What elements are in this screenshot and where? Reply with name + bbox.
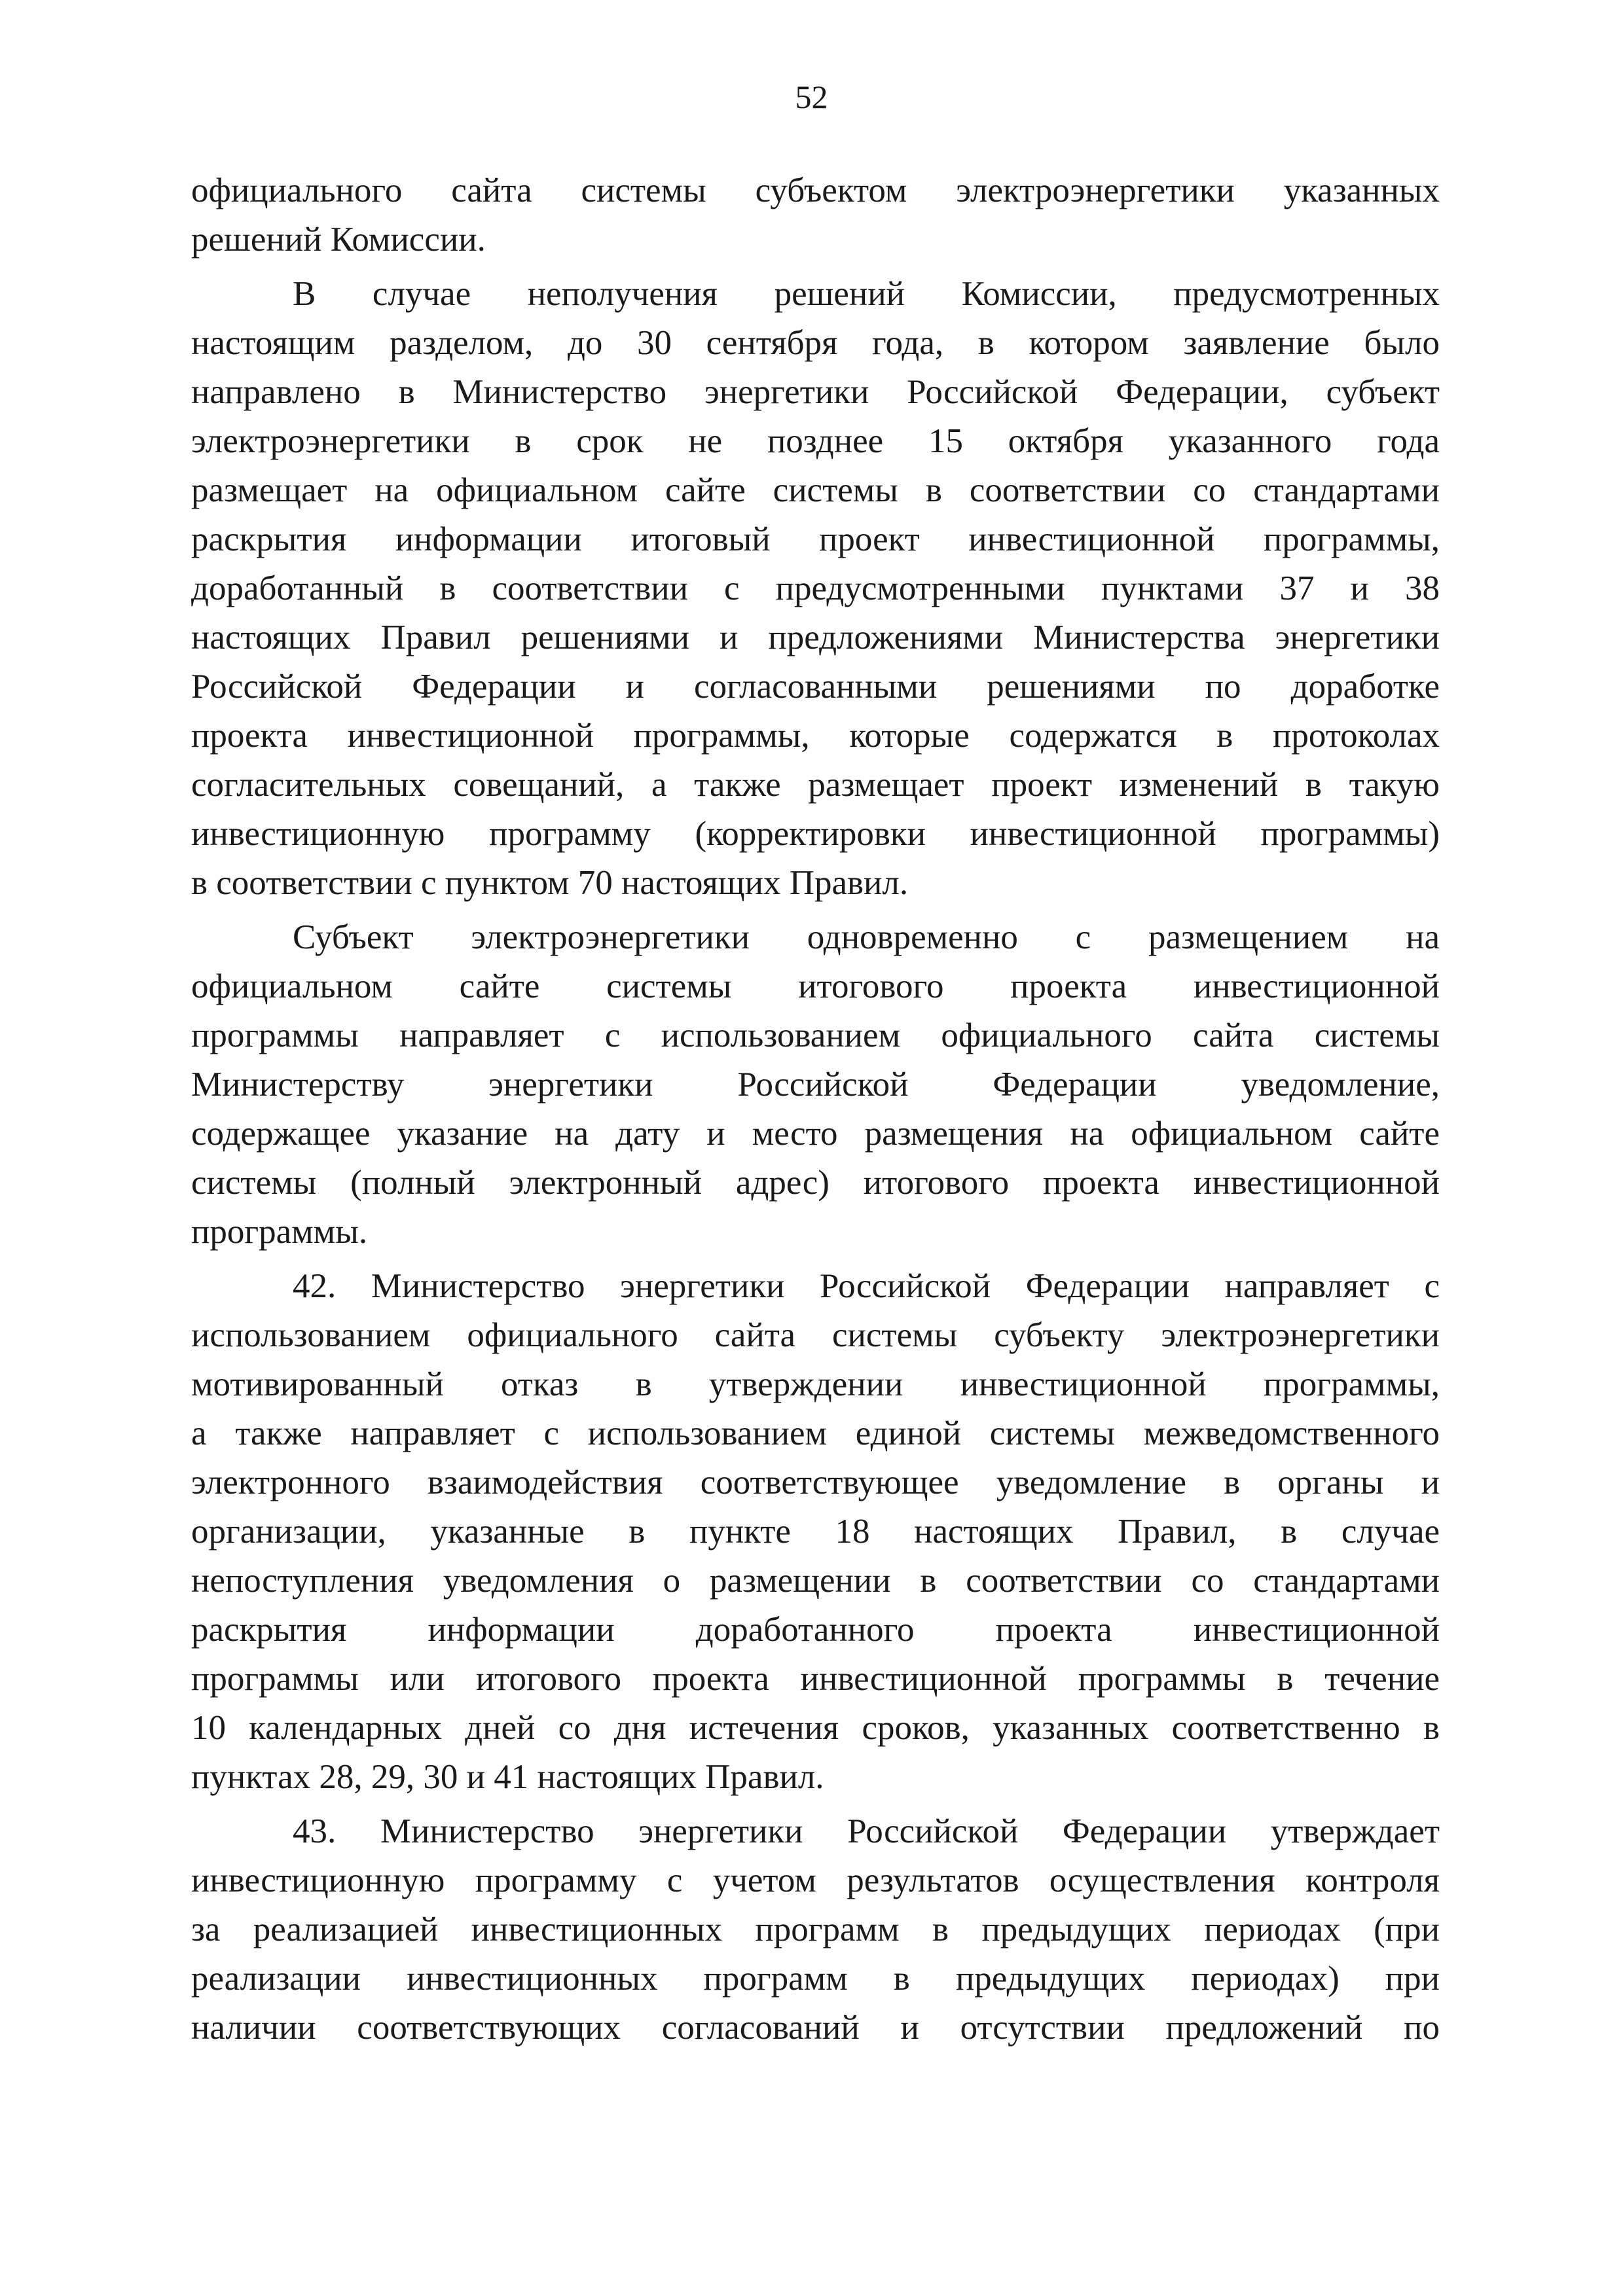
text-line: инвестиционную программу с учетом результатов осуществления контроля [191,1861,1440,1899]
text-line: в соответствии с пунктом 70 настоящих Правил. [191,864,909,902]
text-line: В случае неполучения решений Комиссии, предусмотренных [293,275,1440,313]
text-line: электроэнергетики в срок не позднее 15 октября указанного года [191,422,1440,460]
text-line: реализации инвестиционных программ в предыдущих периодах) при [191,1960,1440,1998]
text-line: Субъект электроэнергетики одновременно с размещением на [293,918,1440,956]
text-line: настоящим разделом, до 30 сентября года, в котором заявление было [191,324,1440,362]
text-line: 42. Министерство энергетики Российской Федерации направляет с [293,1267,1440,1305]
text-line: доработанный в соответствии с предусмотренными пунктами 37 и 38 [191,569,1440,607]
text-line: 43. Министерство энергетики Российской Федерации утверждает [293,1812,1440,1850]
text-line: использованием официального сайта системы субъекту электроэнергетики [191,1316,1440,1354]
text-line: направлено в Министерство энергетики Российской Федерации, субъект [191,373,1440,411]
text-line: официального сайта системы субъектом электроэнергетики указанных [191,171,1440,209]
text-line: настоящих Правил решениями и предложениями Министерства энергетики [191,619,1440,656]
text-line: пунктах 28, 29, 30 и 41 настоящих Правил. [191,1758,824,1796]
text-line: мотивированный отказ в утверждении инвестиционной программы, [191,1365,1440,1403]
text-line: программы. [191,1213,368,1251]
text-line: Министерству энергетики Российской Федерации уведомление, [191,1066,1440,1103]
text-line: раскрытия информации итоговый проект инвестиционной программы, [191,520,1440,558]
text-line: а также направляет с использованием единой системы межведомственного [191,1414,1440,1452]
paragraph [191,166,1440,264]
paragraph [191,270,1440,908]
text-line: официальном сайте системы итогового проекта инвестиционной [191,967,1440,1005]
text-line: 10 календарных дней со дня истечения сроков, указанных соответственно в [191,1709,1440,1747]
text-line: непоступления уведомления о размещении в соответствии со стандартами [191,1562,1440,1600]
document-body [191,166,1440,2053]
text-line: размещает на официальном сайте системы в соответствии со стандартами [191,471,1440,509]
text-line: инвестиционную программу (корректировки инвестиционной программы) [191,815,1440,853]
text-line: организации, указанные в пункте 18 настоящих Правил, в случае [191,1513,1440,1551]
text-line: программы направляет с использованием официального сайта системы [191,1016,1440,1054]
text-line: содержащее указание на дату и место размещения на официальном сайте [191,1115,1440,1153]
text-line: согласительных совещаний, а также размещает проект изменений в такую [191,766,1440,804]
text-line: проекта инвестиционной программы, которые содержатся в протоколах [191,717,1440,755]
text-line: за реализацией инвестиционных программ в предыдущих периодах (при [191,1910,1440,1948]
text-line: наличии соответствующих согласований и отсутствии предложений по [191,2009,1440,2047]
paragraph [191,1262,1440,1802]
page-number: 52 [795,79,828,115]
text-line: программы или итогового проекта инвестиционной программы в течение [191,1660,1440,1698]
text-line: раскрытия информации доработанного проекта инвестиционной [191,1611,1440,1649]
text-line: электронного взаимодействия соответствующее уведомление в органы и [191,1463,1440,1501]
text-line: системы (полный электронный адрес) итогового проекта инвестиционной [191,1164,1440,1202]
paragraph [191,913,1440,1257]
paragraph [191,1807,1440,2053]
text-line: Российской Федерации и согласованными решениями по доработке [191,668,1440,706]
text-line: решений Комиссии. [191,221,486,259]
